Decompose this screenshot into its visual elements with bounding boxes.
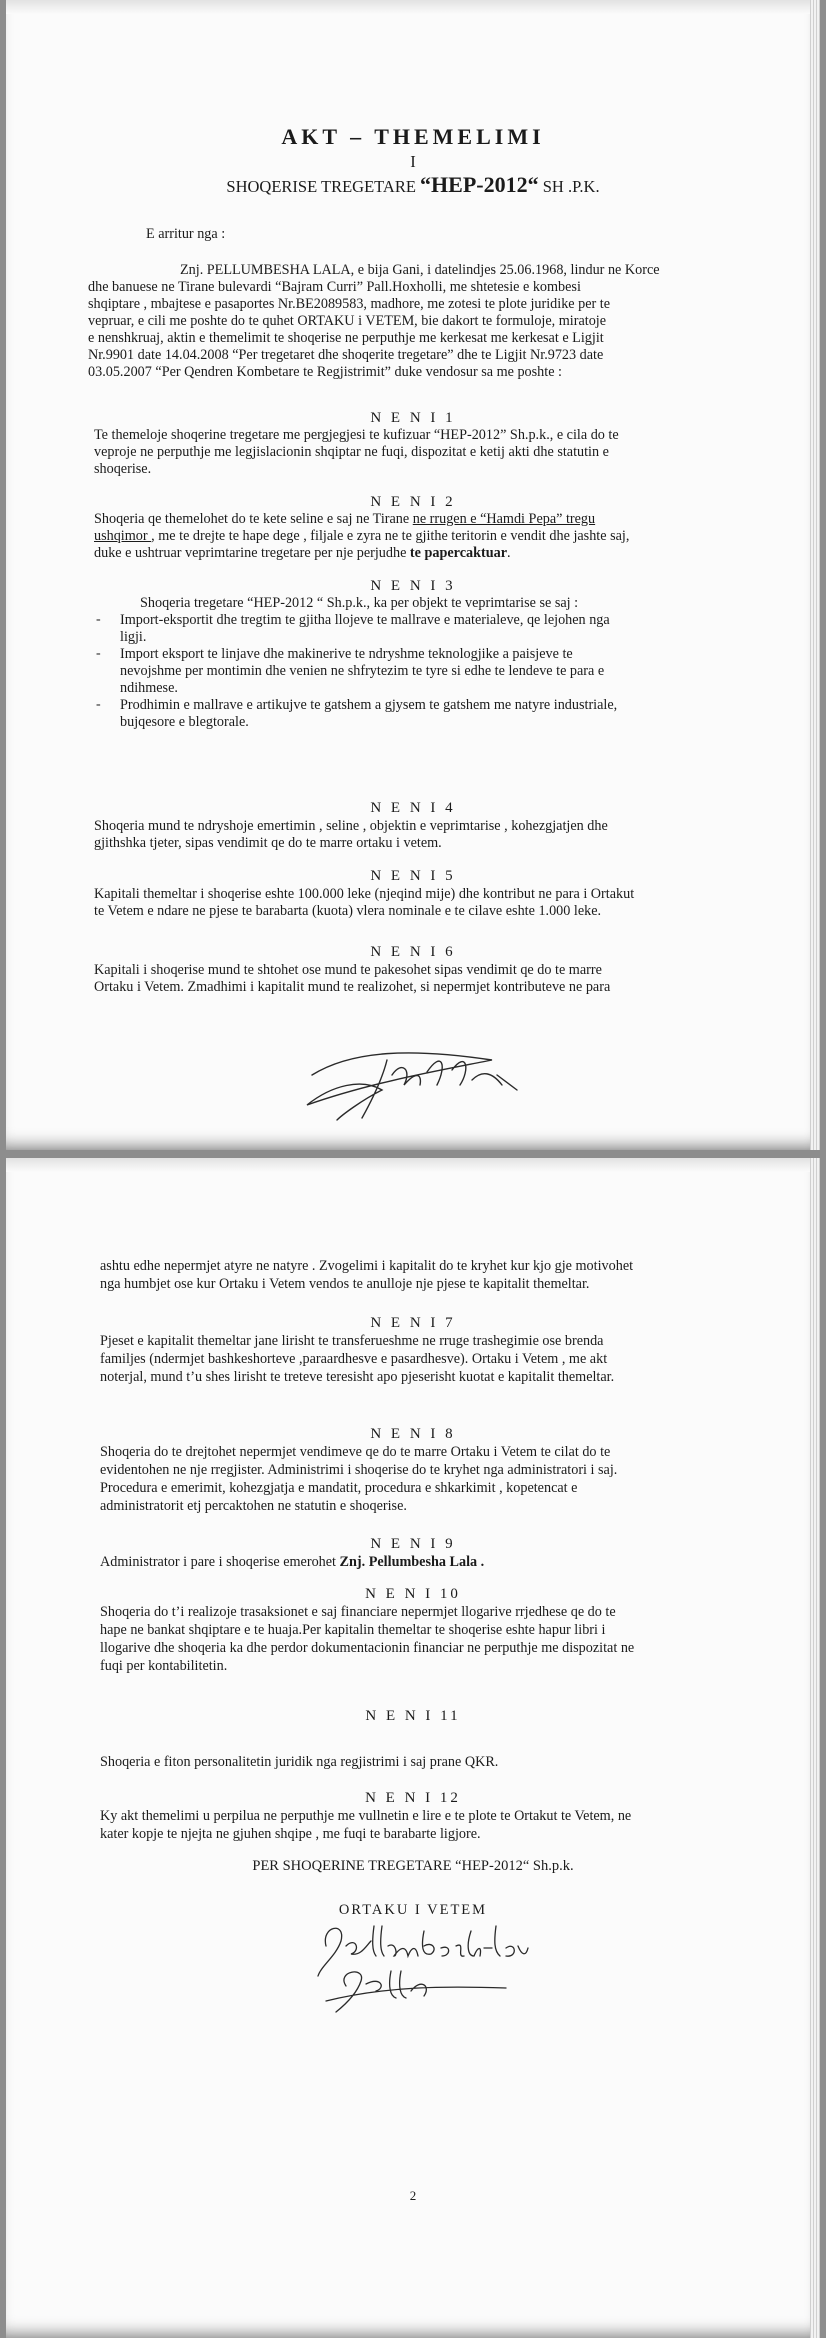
article-2-text: Shoqeria qe themelohet do te kete seline e saj ne Tirane xyxy=(94,511,413,527)
article-11-line: Shoqeria e fiton personalitetin juridik nga regjistrimi i saj prane QKR. xyxy=(100,1754,499,1770)
article-5-line: Kapitali themeltar i shoqerise eshte 100.000 leke (njeqind mije) dhe kontribut ne para i Ortakut xyxy=(94,886,635,902)
article-9-text: Administrator i pare i shoqerise emerohet xyxy=(100,1554,340,1570)
article-3-item: nevojshme per montimin dhe venien ne shfrytezim te tyre si edhe te lendeve te para e xyxy=(120,663,605,679)
article-heading-2: N E N I 2 xyxy=(370,494,456,510)
continuation-line: ashtu edhe nepermjet atyre ne natyre . Zvogelimi i kapitalit do te kryhet kur kjo gje motivohet xyxy=(100,1258,634,1274)
article-heading-8: N E N I 8 xyxy=(370,1426,456,1442)
article-10-line: llogarive dhe shoqeria ka dhe perdor dokumentacionin financiar ne perputhje me dispozitat ne xyxy=(100,1640,635,1656)
article-10-line: fuqi per kontabilitetin. xyxy=(100,1658,228,1674)
bullet-dash: - xyxy=(96,612,101,627)
article-2-text: duke e ushtruar veprimtarine tregetare per nje perjudhe xyxy=(94,545,410,561)
article-2-address: ushqimor xyxy=(94,528,152,544)
article-10-line: hape ne bankat shqiptare e te huaja.Per kapitalin themeltar te shoqerise eshte hapur libri i xyxy=(100,1622,606,1638)
bullet-dash: - xyxy=(96,646,101,661)
article-3-item: bujqesore e blegtorale. xyxy=(120,714,249,730)
document-title-i: I xyxy=(410,152,416,171)
closing-company-line: PER SHOQERINE TREGETARE “HEP-2012“ Sh.p.k. xyxy=(252,1858,574,1874)
article-3-item: ndihmese. xyxy=(120,680,178,696)
article-7-line: familjes (ndermjet bashkeshorteve ,paraardhesve e pasardhesve). Ortaku i Vetem , me akt xyxy=(100,1351,608,1367)
article-2-period: . xyxy=(507,545,511,561)
paragraph-line: vepruar, e cili me poshte do te quhet ORTAKU i VETEM, bie dakort te formuloje, miratoje xyxy=(88,313,607,329)
article-7-line: Pjeset e kapitalit themeltar jane lirisht te transferueshme ne rruge trashegimie ose brenda xyxy=(100,1333,604,1349)
document-title: AKT – THEMELIMI xyxy=(281,124,545,149)
article-3-intro: Shoqeria tregetare “HEP-2012 “ Sh.p.k., ka per objekt te veprimtarise se saj : xyxy=(140,595,579,611)
article-8-line: evidentohen ne nje rregjister. Administrimi i shoqerise do te kryhet nga administratori i saj. xyxy=(100,1462,618,1478)
article-2-address: ne rrugen e “Hamdi Pepa” tregu xyxy=(412,511,596,527)
handwritten-signature-page-1 xyxy=(292,1030,532,1125)
paragraph-line: Nr.9901 date 14.04.2008 “Per tregetaret dhe shoqerite tregetare” dhe te Ligjit Nr.9723 date xyxy=(88,347,604,363)
article-heading-6: N E N I 6 xyxy=(370,944,456,960)
article-8-line: Procedura e emerimit, kohezgjatja e mandatit, procedura e shkarkimit , kopetencat e xyxy=(100,1480,578,1496)
article-heading-9: N E N I 9 xyxy=(370,1536,456,1552)
article-heading-7: N E N I 7 xyxy=(370,1315,456,1331)
article-2-duration: te papercaktuar xyxy=(409,545,507,561)
article-heading-11: N E N I 11 xyxy=(365,1708,461,1724)
article-5-line: te Vetem e ndare ne pjese te barabarta (kuota) vlera nominale e te cilave eshte 1.000 leke. xyxy=(94,903,602,919)
article-3-item: Import eksport te linjave dhe makinerive te ndryshme teknologjike a paisjeve te xyxy=(120,646,573,662)
scan-edge xyxy=(6,0,820,14)
paragraph-line: dhe banuese ne Tirane bulevardi “Bajram Curri” Pall.Hoxholli, me shtetesie e kombesi xyxy=(88,279,581,295)
article-6-line: Kapitali i shoqerise mund te shtohet ose mund te pakesohet sipas vendimit qe do te marre xyxy=(94,962,602,978)
article-6-line: Ortaku i Vetem. Zmadhimi i kapitalit mund te realizohet, si nepermjet kontributeve ne para xyxy=(94,979,611,995)
document-page-2 xyxy=(6,1158,820,2338)
article-8-line: administratorit etj percaktohen ne statutin e shoqerise. xyxy=(100,1498,407,1514)
paragraph-line: 03.05.2007 “Per Qendren Kombetare te Regjistrimit” duke vendosur sa me poshte : xyxy=(88,364,562,380)
article-heading-12: N E N I 12 xyxy=(365,1790,461,1806)
intro-line: E arritur nga : xyxy=(146,226,226,242)
handwritten-name-signature xyxy=(306,1916,536,2016)
administrator-name: Znj. Pellumbesha Lala . xyxy=(339,1554,485,1570)
article-heading-1: N E N I 1 xyxy=(370,410,456,426)
paragraph-line: Znj. PELLUMBESHA LALA, e bija Gani, i datelindjes 25.06.1968, lindur ne Korce xyxy=(180,262,660,278)
paragraph-line: shqiptare , mbajtese e pasaportes Nr.BE2089583, madhore, me zotesi te plote juridike per te xyxy=(88,296,611,312)
article-12-line: Ky akt themelimi u perpilua ne perputhje me vullnetin e lire e te plote te Ortakut te Vetem, ne xyxy=(100,1808,632,1824)
page-number: 2 xyxy=(409,2188,417,2203)
article-3-item: ligji. xyxy=(120,629,147,645)
sole-partner-label: ORTAKU I VETEM xyxy=(338,1902,488,1918)
article-4-line: Shoqeria mund te ndryshoje emertimin , seline , objektin e veprimtarise , kohezgjatjen dhe xyxy=(94,818,608,834)
article-4-line: gjithshka tjeter, sipas vendimit qe do te marre ortaku i vetem. xyxy=(94,835,442,851)
subtitle-suffix: SH .P.K. xyxy=(538,177,600,196)
subtitle-prefix: SHOQERISE TREGETARE xyxy=(226,177,421,196)
article-1-line: shoqerise. xyxy=(94,461,152,477)
article-heading-3: N E N I 3 xyxy=(370,578,456,594)
bullet-dash: - xyxy=(96,697,101,712)
article-2-text: , me te drejte te hape dege , filjale e zyra ne te gjithe teritorin e vendit dhe jashte saj, xyxy=(151,528,630,544)
article-heading-4: N E N I 4 xyxy=(370,800,456,816)
article-9-line xyxy=(100,1554,484,1572)
paragraph-line: e nenshkruaj, aktin e themelimit te shoqerise ne perputhje me kerkesat me kerkesat e Ligjit xyxy=(88,330,604,346)
subtitle-company-name: “HEP-2012“ xyxy=(420,172,539,197)
scan-edge xyxy=(6,1158,820,1172)
article-1-line: veproje ne perputhje me legjislacionin shqiptar ne fuqi, dispozitat e ketij akti dhe statutin e xyxy=(94,444,609,460)
continuation-line: nga humbjet ose kur Ortaku i Vetem vendos te anulloje nje pjese te kapitalit themeltar. xyxy=(100,1276,590,1292)
article-2-line xyxy=(94,545,511,563)
scan-page-edges xyxy=(810,1158,820,2338)
article-7-line: noterjal, mund t’u shes lirisht te treteve teresisht apo pjeserisht kuotat e kapitalit themeltar. xyxy=(100,1369,615,1385)
article-heading-5: N E N I 5 xyxy=(370,868,456,884)
article-1-line: Te themeloje shoqerine tregetare me pergjegjesi te kufizuar “HEP-2012” Sh.p.k., e cila do te xyxy=(94,427,619,443)
article-3-item: Import-eksportit dhe tregtim te gjitha llojeve te mallrave e materialeve, qe lejohen nga xyxy=(120,612,610,628)
article-2-line xyxy=(94,528,629,546)
article-8-line: Shoqeria do te drejtohet nepermjet vendimeve qe do te marre Ortaku i Vetem te cilat do te xyxy=(100,1444,611,1460)
article-heading-10: N E N I 10 xyxy=(365,1586,461,1602)
article-10-line: Shoqeria do t’i realizoje trasaksionet e saj financiare nepermjet llogarive rrjedhese qe do te xyxy=(100,1604,616,1620)
article-3-item: Prodhimin e mallrave e artikujve te gatshem a gjysem te gatshem me natyre industriale, xyxy=(120,697,618,713)
document-subtitle xyxy=(6,172,820,198)
article-2-line xyxy=(94,511,595,529)
document-page-1 xyxy=(6,0,820,1150)
article-12-line: kater kopje te njejta ne gjuhen shqipe , me fuqi te barabarte ligjore. xyxy=(100,1826,481,1842)
